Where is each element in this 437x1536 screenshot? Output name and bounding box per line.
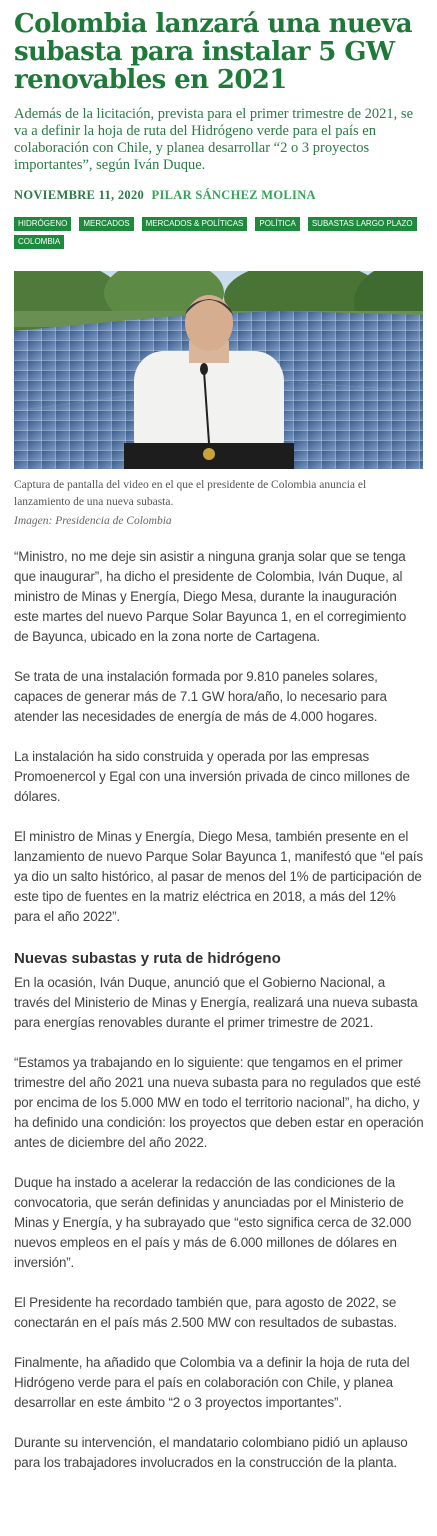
image-credit: Imagen: Presidencia de Colombia: [14, 515, 172, 527]
hero-image: [14, 271, 423, 469]
body-paragraph: El Presidente ha recordado también que, para agosto de 2022, se conectarán en el país más 2.500 MW con resultados de subastas.: [14, 1295, 397, 1330]
tag-list: [14, 217, 419, 249]
article-lead: Además de la licitación, prevista para el primer trimestre de 2021, se va a definir la hoja de ruta del Hidrógeno verde para el país en colaboración con Chile, y planea desarrollar “2 o 3 proyectos importantes”, según Iván Duque.: [14, 106, 414, 173]
publish-date: NOVIEMBRE 11, 2020: [14, 188, 145, 202]
tag-mercados-politicas[interactable]: MERCADOS & POLÍTICAS: [142, 217, 248, 231]
tag-hidrogeno[interactable]: HIDRÓGENO: [14, 217, 71, 231]
body-paragraph: La instalación ha sido construida y operada por las empresas Promoenercol y Egal con una inversión privada de cinco millones de dólares.: [14, 749, 410, 804]
body-paragraph: “Ministro, no me deje sin asistir a ninguna granja solar que se tenga que inaugurar”, ha dicho el presidente de Colombia, Iván Duque, al ministro de Minas y Energía, Diego Mesa, durante la inauguración este martes del nuevo Parque Solar Bayunca 1, en el corregimiento de Bayunca, ubicado en la zona norte de Cartagena.: [14, 549, 407, 644]
article-body: [14, 547, 424, 1473]
section-heading: Nuevas subastas y ruta de hidrógeno: [14, 950, 281, 967]
body-paragraph: Finalmente, ha añadido que Colombia va a definir la hoja de ruta del Hidrógeno verde para el país en colaboración con Chile, y planea desarrollar en este ámbito “2 o 3 proyectos importantes”.: [14, 1355, 410, 1410]
body-paragraph: El ministro de Minas y Energía, Diego Mesa, también presente en el lanzamiento de nuevo Parque Solar Bayunca 1, manifestó que “el país ya dio un salto histórico, al pasar de menos del 1% de participación de este tipo de fuentes en la matriz eléctrica en 2018, a más del 12% para el año 2022”.: [14, 829, 424, 924]
tag-mercados[interactable]: MERCADOS: [79, 217, 133, 231]
tag-subastas-largo-plazo[interactable]: SUBASTAS LARGO PLAZO: [308, 217, 417, 231]
article-title: Colombia lanzará una nueva subasta para instalar 5 GW renovables en 2021: [14, 9, 412, 95]
body-paragraph: Durante su intervención, el mandatario colombiano pidió un aplauso para los trabajadores involucrados en la construcción de la planta.: [14, 1435, 408, 1470]
tag-politica[interactable]: POLÍTICA: [255, 217, 299, 231]
byline: [14, 188, 424, 203]
article: [14, 0, 424, 1473]
tag-colombia[interactable]: COLOMBIA: [14, 235, 64, 249]
image-caption: Captura de pantalla del video en el que el presidente de Colombia anuncia el lanzamiento de una nueva subasta.: [14, 479, 367, 508]
body-paragraph: Se trata de una instalación formada por 9.810 paneles solares, capaces de generar más de 7.1 GW hora/año, lo necesario para atender las necesidades de energía de más de 4.000 hogares.: [14, 669, 387, 724]
body-paragraph: Duque ha instado a acelerar la redacción de las condiciones de la convocatoria, que serán definidas y anunciadas por el Ministerio de Minas y Energía, y ha subrayado que “esto significa cerca de 32.000 nuevos empleos en el país y más de 6.000 millones de dólares en inversión”.: [14, 1175, 412, 1270]
body-paragraph: “Estamos ya trabajando en lo siguiente: que tengamos en el primer trimestre del año 2021 una nueva subasta para no regulados que esté por encima de los 5.000 MW en todo el territorio nacional”, ha dicho, y ha definido una condición: los proyectos que deben estar en operación antes de diciembre del año 2022.: [14, 1055, 424, 1150]
author-link[interactable]: PILAR SÁNCHEZ MOLINA: [151, 188, 316, 202]
body-paragraph: En la ocasión, Iván Duque, anunció que el Gobierno Nacional, a través del Ministerio de Minas y Energía, realizará una nueva subasta para energías renovables durante el primer trimestre de 2021.: [14, 975, 418, 1030]
